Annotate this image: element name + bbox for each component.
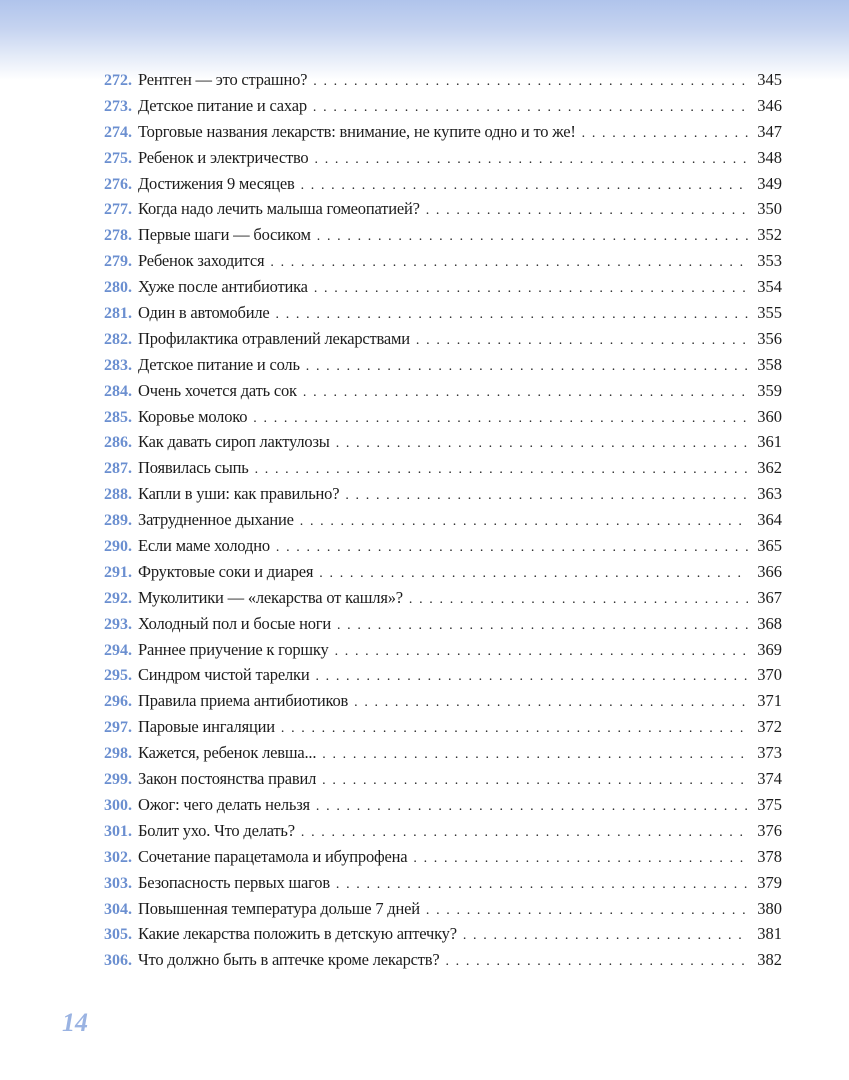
toc-entry-number: 289.	[104, 512, 132, 530]
toc-entry[interactable]	[92, 873, 782, 899]
toc-entry-number: 296.	[104, 693, 132, 711]
dot-leader	[281, 721, 748, 737]
dot-leader	[319, 566, 748, 582]
toc-entry[interactable]	[92, 795, 782, 821]
toc-entry[interactable]	[92, 588, 782, 614]
toc-entry-number: 290.	[104, 538, 132, 556]
toc-entry[interactable]	[92, 458, 782, 484]
toc-entry-title: Какие лекарства положить в детскую аптечку?	[138, 924, 457, 944]
dot-leader	[316, 799, 748, 815]
dot-leader	[270, 255, 748, 271]
toc-entry-page: 360	[757, 406, 782, 426]
toc-entry[interactable]	[92, 407, 782, 433]
toc-entry-number: 280.	[104, 279, 132, 297]
toc-entry-title: Что должно быть в аптечке кроме лекарств?	[138, 950, 440, 970]
toc-entry-title: Ребенок заходится	[138, 251, 265, 271]
dot-leader	[253, 411, 748, 427]
toc-entry-page: 367	[757, 587, 782, 607]
dot-leader	[306, 359, 748, 375]
toc-entry-title: Достижения 9 месяцев	[138, 173, 295, 193]
toc-entry[interactable]	[92, 355, 782, 381]
toc-entry-page: 369	[757, 639, 782, 659]
toc-entry-number: 277.	[104, 201, 132, 219]
toc-entry-page: 379	[757, 872, 782, 892]
toc-entry-title: Коровье молоко	[138, 406, 248, 426]
toc-entry-page: 348	[757, 147, 782, 167]
dot-leader	[322, 747, 748, 763]
dot-leader	[313, 74, 748, 90]
toc-entry-page: 346	[757, 95, 782, 115]
toc-entry[interactable]	[92, 225, 782, 251]
toc-entry[interactable]	[92, 96, 782, 122]
toc-entry-page: 347	[757, 121, 782, 141]
toc-entry[interactable]	[92, 821, 782, 847]
toc-entry[interactable]	[92, 847, 782, 873]
toc-entry-number: 293.	[104, 615, 132, 633]
header-gradient-band	[0, 0, 849, 80]
toc-entry-title: Правила приема антибиотиков	[138, 691, 349, 711]
toc-entry-number: 276.	[104, 175, 132, 193]
dot-leader	[345, 488, 748, 504]
dot-leader	[255, 462, 748, 478]
toc-entry-page: 356	[757, 328, 782, 348]
toc-entry-number: 286.	[104, 434, 132, 452]
dot-leader	[317, 229, 748, 245]
toc-entry-page: 363	[757, 484, 782, 504]
toc-entry-page: 349	[757, 173, 782, 193]
toc-entry-title: Детское питание и сахар	[138, 95, 307, 115]
toc-entry-number: 295.	[104, 667, 132, 685]
toc-entry-title: Детское питание и соль	[138, 354, 300, 374]
toc-entry-number: 275.	[104, 149, 132, 167]
toc-entry[interactable]	[92, 303, 782, 329]
toc-entry-title: Первые шаги — босиком	[138, 225, 311, 245]
toc-entry-number: 274.	[104, 123, 132, 141]
toc-entry-title: Паровые ингаляции	[138, 717, 275, 737]
dot-leader	[336, 877, 748, 893]
toc-entry-page: 361	[757, 432, 782, 452]
toc-entry-title: Сочетание парацетамола и ибупрофена	[138, 846, 408, 866]
toc-entry-title: Фруктовые соки и диарея	[138, 561, 314, 581]
dot-leader	[315, 669, 748, 685]
toc-entry[interactable]	[92, 717, 782, 743]
dot-leader	[276, 307, 748, 323]
toc-entry-page: 345	[757, 70, 782, 89]
dot-leader	[314, 281, 748, 297]
toc-entry[interactable]	[92, 743, 782, 769]
toc-entry[interactable]	[92, 277, 782, 303]
toc-entry-title: Болит ухо. Что делать?	[138, 820, 295, 840]
toc-entry[interactable]	[92, 614, 782, 640]
toc-entry-title: Ребенок и электричество	[138, 147, 309, 167]
toc-entry-title: Как давать сироп лактулозы	[138, 432, 330, 452]
dot-leader	[301, 178, 748, 194]
toc-entry[interactable]	[92, 924, 782, 950]
toc-entry-page: 378	[757, 846, 782, 866]
toc-entry[interactable]	[92, 122, 782, 148]
toc-entry[interactable]	[92, 432, 782, 458]
toc-entry-page: 373	[757, 743, 782, 763]
dot-leader	[315, 152, 749, 168]
dot-leader	[426, 903, 748, 919]
toc-entry[interactable]	[92, 665, 782, 691]
toc-entry-page: 371	[757, 691, 782, 711]
dot-leader	[413, 851, 748, 867]
toc-entry[interactable]	[92, 381, 782, 407]
toc-entry-title: Повышенная температура дольше 7 дней	[138, 898, 420, 918]
table-of-contents	[92, 70, 782, 976]
toc-entry-page: 368	[757, 613, 782, 633]
toc-entry[interactable]	[92, 562, 782, 588]
dot-leader	[300, 514, 748, 530]
dot-leader	[582, 126, 748, 142]
toc-entry-title: Профилактика отравлений лекарствами	[138, 328, 410, 348]
toc-entry[interactable]	[92, 70, 782, 96]
toc-entry-title: Муколитики — «лекарства от кашля»?	[138, 587, 403, 607]
toc-entry-number: 279.	[104, 253, 132, 271]
dot-leader	[354, 695, 748, 711]
toc-entry-number: 292.	[104, 589, 132, 607]
toc-entry-page: 381	[757, 924, 782, 944]
toc-entry[interactable]	[92, 510, 782, 536]
toc-entry-title: Кажется, ребенок левша...	[138, 743, 317, 763]
toc-entry-title: Капли в уши: как правильно?	[138, 484, 340, 504]
toc-entry-number: 303.	[104, 874, 132, 892]
toc-entry-title: Безопасность первых шагов	[138, 872, 330, 892]
toc-entry[interactable]	[92, 484, 782, 510]
toc-entry-number: 300.	[104, 796, 132, 814]
toc-entry-number: 288.	[104, 486, 132, 504]
toc-entry[interactable]	[92, 950, 782, 976]
toc-entry[interactable]	[92, 691, 782, 717]
toc-entry-number: 278.	[104, 227, 132, 245]
toc-entry-title: Синдром чистой тарелки	[138, 665, 310, 685]
toc-entry-page: 374	[757, 769, 782, 789]
toc-entry-title: Холодный пол и босые ноги	[138, 613, 331, 633]
dot-leader	[426, 203, 748, 219]
toc-entry-page: 353	[757, 251, 782, 271]
toc-entry-title: Раннее приучение к горшку	[138, 639, 329, 659]
toc-entry-number: 302.	[104, 848, 132, 866]
toc-entry-number: 298.	[104, 745, 132, 763]
toc-entry-page: 376	[757, 820, 782, 840]
toc-entry-page: 372	[757, 717, 782, 737]
toc-entry-title: Хуже после антибиотика	[138, 277, 308, 297]
toc-entry-number: 281.	[104, 305, 132, 323]
toc-entry-page: 382	[757, 950, 782, 970]
dot-leader	[409, 592, 748, 608]
toc-entry[interactable]	[92, 251, 782, 277]
toc-entry-title: Ожог: чего делать нельзя	[138, 794, 310, 814]
toc-entry-page: 352	[757, 225, 782, 245]
toc-entry-number: 282.	[104, 330, 132, 348]
toc-entry-title: Закон постоянства правил	[138, 769, 317, 789]
toc-entry-title: Затрудненное дыхание	[138, 510, 294, 530]
toc-entry-page: 370	[757, 665, 782, 685]
toc-entry-title: Если маме холодно	[138, 536, 270, 556]
toc-entry-page: 359	[757, 380, 782, 400]
toc-entry-title: Очень хочется дать сок	[138, 380, 297, 400]
dot-leader	[337, 618, 748, 634]
toc-entry-number: 294.	[104, 641, 132, 659]
toc-entry[interactable]	[92, 899, 782, 925]
toc-entry-title: Один в автомобиле	[138, 303, 270, 323]
toc-entry-number: 304.	[104, 900, 132, 918]
toc-entry[interactable]	[92, 199, 782, 225]
toc-entry-title: Торговые названия лекарств: внимание, не купите одно и то же!	[138, 121, 576, 141]
toc-entry-number: 297.	[104, 719, 132, 737]
toc-entry[interactable]	[92, 640, 782, 666]
dot-leader	[336, 436, 748, 452]
toc-entry-page: 364	[757, 510, 782, 530]
toc-entry-page: 365	[757, 536, 782, 556]
toc-entry-number: 285.	[104, 408, 132, 426]
page-number: 14	[62, 1008, 88, 1037]
toc-entry-page: 355	[757, 303, 782, 323]
toc-entry-number: 306.	[104, 952, 132, 970]
dot-leader	[335, 644, 748, 660]
dot-leader	[276, 540, 748, 556]
toc-entry-number: 284.	[104, 382, 132, 400]
toc-entry-number: 299.	[104, 771, 132, 789]
toc-entry-title: Появилась сыпь	[138, 458, 249, 478]
dot-leader	[416, 333, 748, 349]
toc-entry-title: Когда надо лечить малыша гомеопатией?	[138, 199, 420, 219]
toc-entry[interactable]	[92, 536, 782, 562]
toc-entry-number: 287.	[104, 460, 132, 478]
toc-entry-number: 273.	[104, 97, 132, 115]
toc-entry-number: 305.	[104, 926, 132, 944]
dot-leader	[322, 773, 748, 789]
toc-entry[interactable]	[92, 769, 782, 795]
dot-leader	[303, 385, 748, 401]
toc-entry-page: 366	[757, 561, 782, 581]
dot-leader	[313, 100, 748, 116]
toc-entry-page: 358	[757, 354, 782, 374]
toc-entry-page: 380	[757, 898, 782, 918]
toc-entry-page: 362	[757, 458, 782, 478]
toc-entry-number: 291.	[104, 563, 132, 581]
toc-entry-page: 350	[757, 199, 782, 219]
toc-entry-page: 375	[757, 794, 782, 814]
toc-entry[interactable]	[92, 174, 782, 200]
toc-entry-number: 283.	[104, 356, 132, 374]
toc-entry-number: 272.	[104, 72, 132, 89]
dot-leader	[445, 954, 748, 970]
dot-leader	[463, 928, 748, 944]
toc-entry-title: Рентген — это страшно?	[138, 70, 308, 89]
toc-entry[interactable]	[92, 329, 782, 355]
toc-entry[interactable]	[92, 148, 782, 174]
toc-entry-page: 354	[757, 277, 782, 297]
toc-entry-number: 301.	[104, 822, 132, 840]
dot-leader	[301, 825, 748, 841]
